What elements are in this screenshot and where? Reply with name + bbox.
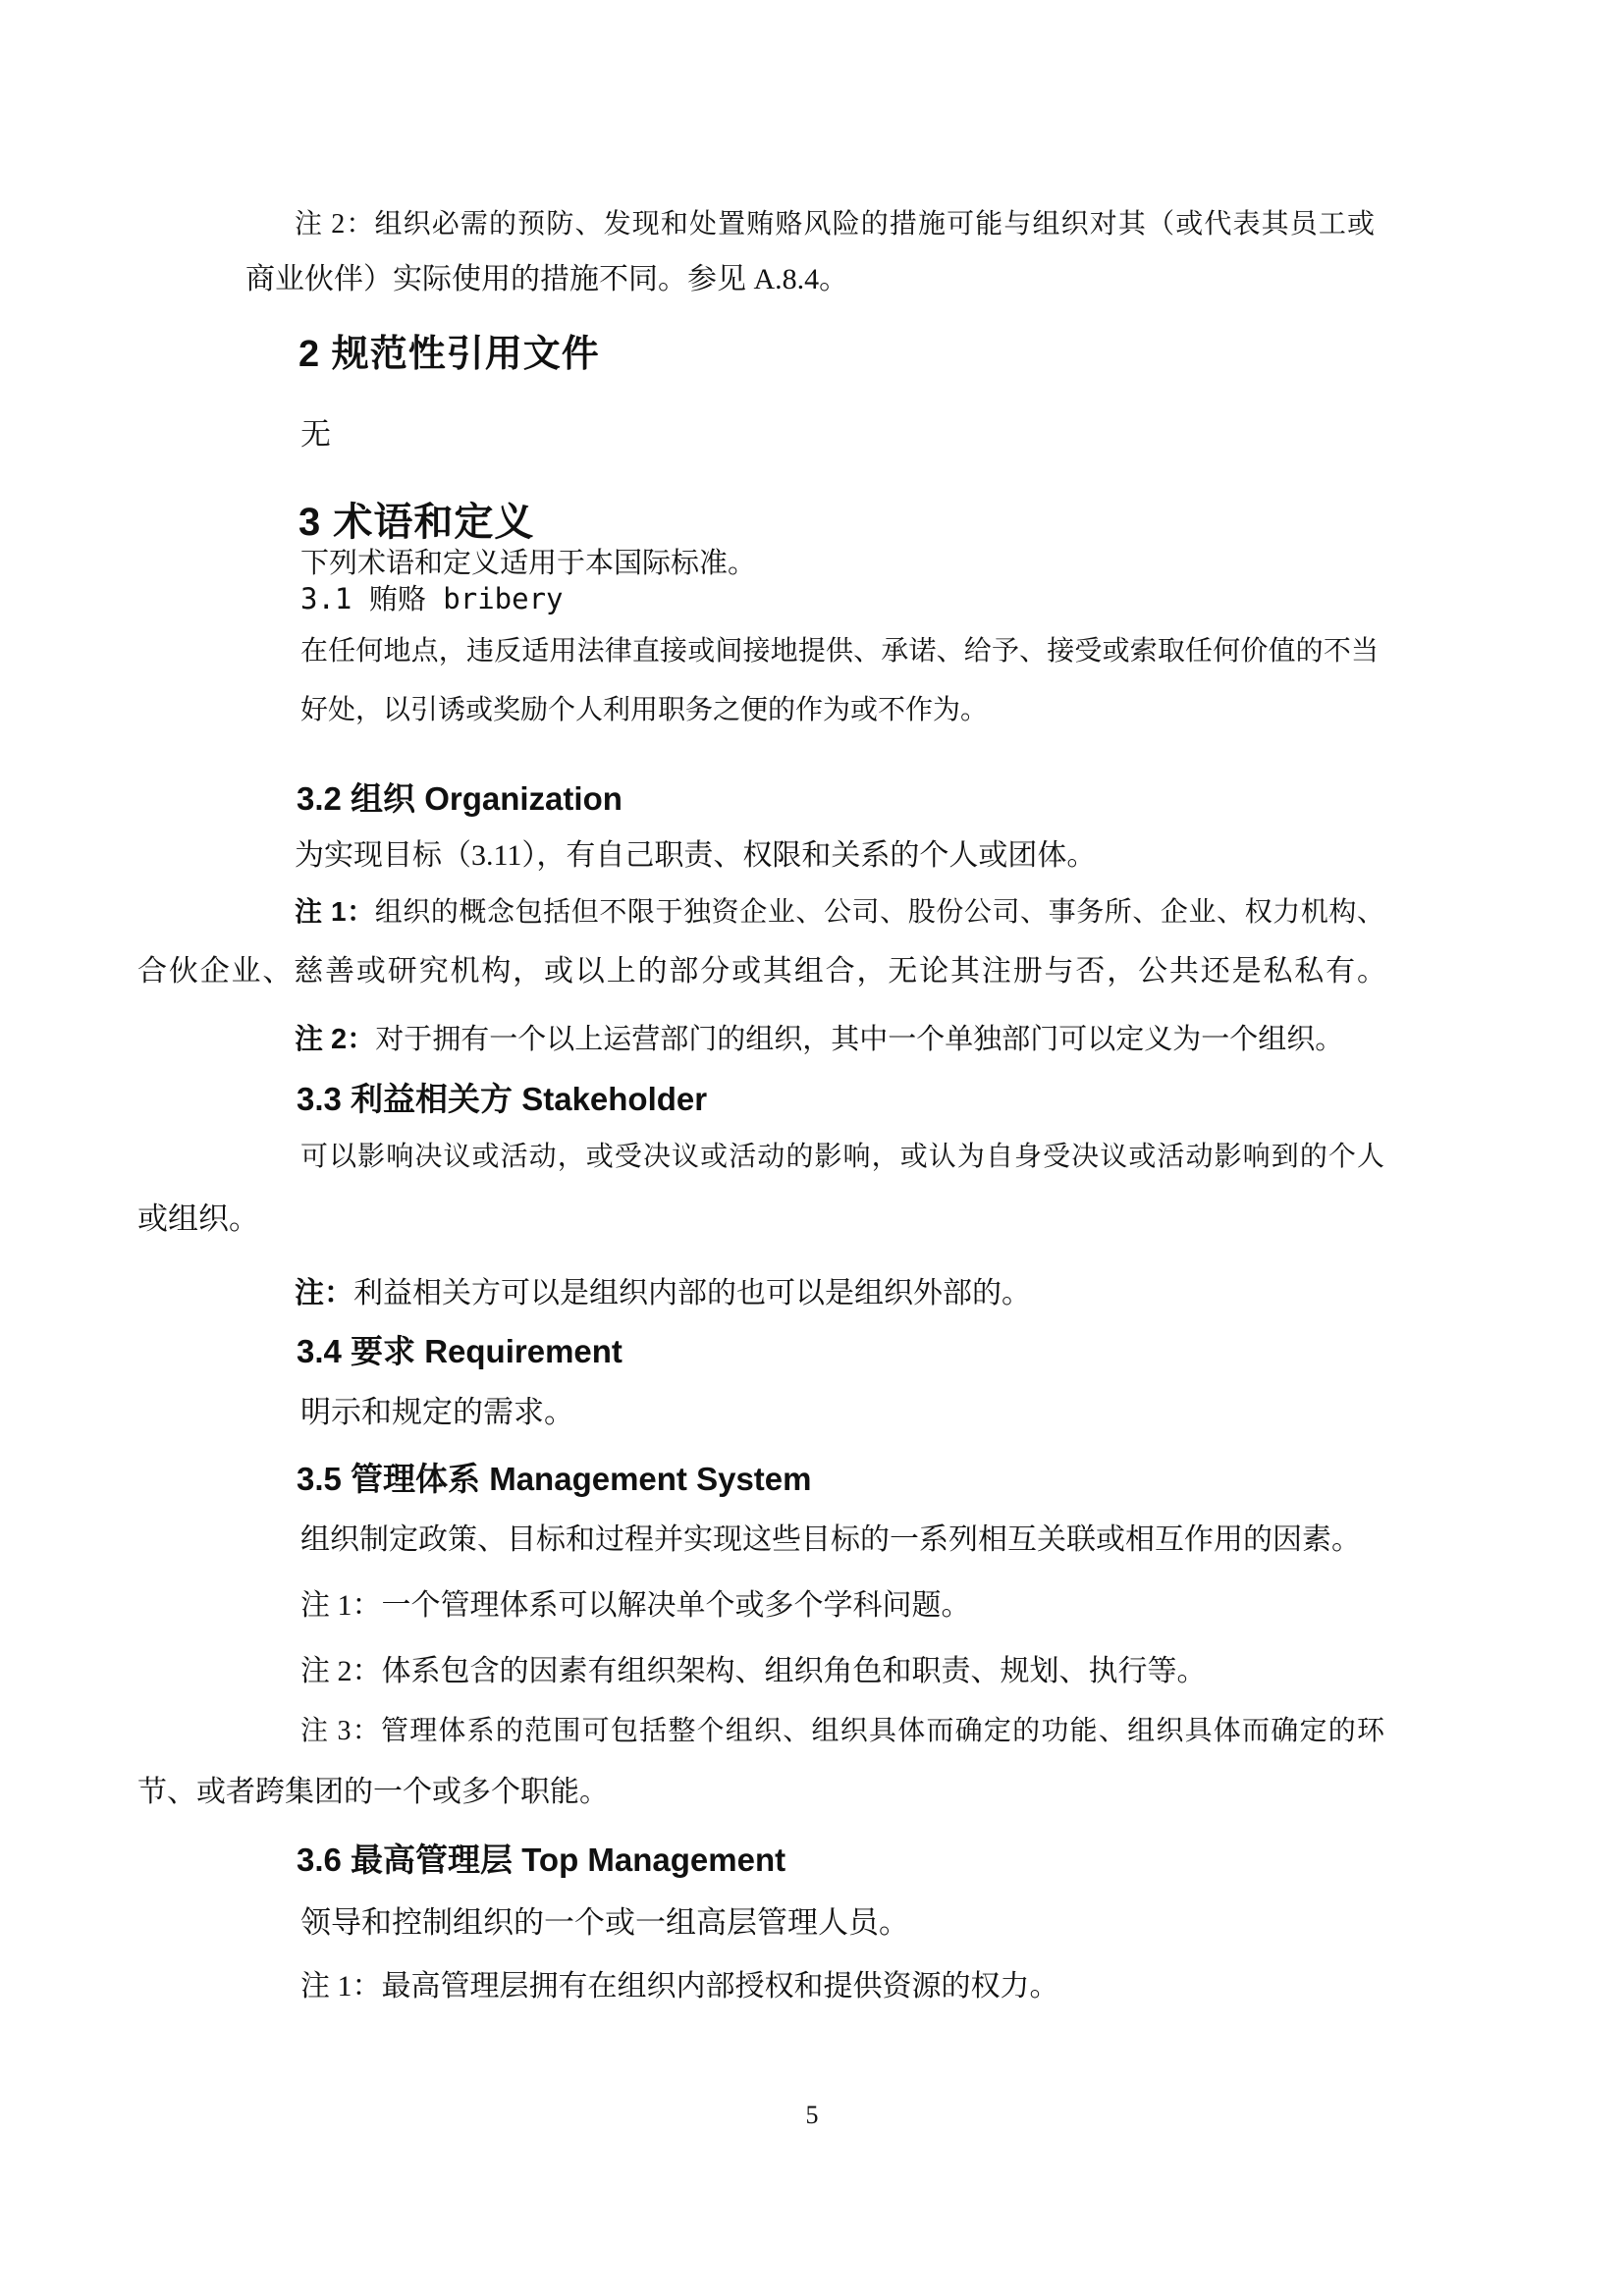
term-3-6-title (297, 1840, 785, 1880)
term-3-5-def-text: 组织制定政策、目标和过程并实现这些目标的一系列相互关联或相互作用的因素。 (300, 1523, 1361, 1556)
term-3-5-note2-prefix: 注 2： (300, 1655, 382, 1687)
term-3-2-note1-line1-prefix: 注 1： (295, 896, 375, 927)
term-3-5-def (300, 1522, 1361, 1559)
section-2-heading-text: 2 规范性引用文件 (298, 334, 600, 375)
section-3-heading-text: 3 术语和定义 (298, 501, 535, 544)
note-a84-line2 (245, 261, 848, 298)
term-3-3-note-prefix: 注： (295, 1277, 353, 1309)
note-a84-line1-prefix: 注 2： (295, 209, 375, 240)
term-3-6-note1-text: 最高管理层拥有在组织内部授权和提供资源的权力。 (381, 1970, 1059, 2002)
term-3-2-note2-prefix: 注 2： (295, 1024, 376, 1055)
term-3-3-note (295, 1275, 1031, 1312)
term-3-5-note2 (300, 1653, 1207, 1690)
term-3-1-def-line1-text: 在任何地点，违反适用法律直接或间接地提供、承诺、给予、接受或索取任何价值的不当 (300, 636, 1379, 667)
term-3-1-def-line1 (300, 634, 1379, 671)
term-3-2-note1-line2-text: 合伙企业、慈善或研究机构，或以上的部分或其组合，无论其注册与否，公共还是私私有。 (137, 955, 1386, 988)
term-3-2-def (295, 837, 1096, 875)
section-3-heading (298, 498, 534, 547)
term-3-2-title-text: 3.2 组织 Organization (297, 780, 623, 817)
term-3-4-title-text: 3.4 要求 Requirement (297, 1333, 623, 1369)
term-3-6-title-text: 3.6 最高管理层 Top Management (297, 1842, 786, 1878)
note-a84-line1-text: 组织必需的预防、发现和处置贿赂风险的措施可能与组织对其（或代表其员工或 (374, 209, 1375, 240)
term-3-6-def-text: 领导和控制组织的一个或一组高层管理人员。 (300, 1905, 909, 1940)
term-3-3-note-text: 利益相关方可以是组织内部的也可以是组织外部的。 (353, 1277, 1031, 1309)
term-3-5-note1-text: 一个管理体系可以解决单个或多个学科问题。 (381, 1589, 971, 1622)
term-3-5-title-text: 3.5 管理体系 Management System (297, 1461, 812, 1497)
term-3-4-def (300, 1394, 574, 1432)
term-3-3-def-line1 (300, 1140, 1384, 1177)
term-3-5-title (297, 1459, 812, 1499)
term-3-3-def-line1-text: 可以影响决议或活动，或受决议或活动的影响，或认为自身受决议或活动影响到的个人 (300, 1142, 1384, 1172)
terms-intro-text: 下列术语和定义适用于本国际标准。 (300, 548, 757, 579)
term-3-5-note3-line1 (300, 1714, 1384, 1751)
term-3-6-note1-prefix: 注 1： (300, 1970, 382, 2002)
note-a84-line1 (295, 207, 1375, 244)
term-3-1-def-line2-text: 好处，以引诱或奖励个人利用职务之便的作为或不作为。 (300, 695, 989, 725)
page-number: 5 (805, 2101, 819, 2129)
section-2-body-none-text: 无 (300, 417, 331, 452)
term-3-6-note1 (300, 1968, 1059, 2005)
term-3-1-title-text: 3.1 贿赂 bribery (300, 582, 564, 615)
term-3-2-note2-text: 对于拥有一个以上运营部门的组织，其中一个单独部门可以定义为一个组织。 (375, 1024, 1344, 1055)
term-3-5-note3-line1-text: 管理体系的范围可包括整个组织、组织具体而确定的功能、组织具体而确定的环 (380, 1716, 1384, 1746)
term-3-2-title (297, 778, 623, 819)
section-2-heading (298, 332, 600, 379)
term-3-5-note2-text: 体系包含的因素有组织架构、组织角色和职责、规划、执行等。 (381, 1655, 1207, 1687)
term-3-4-def-text: 明示和规定的需求。 (300, 1395, 574, 1429)
note-a84-line2-text: 商业伙伴）实际使用的措施不同。参见 A.8.4。 (245, 263, 849, 295)
term-3-2-note2 (295, 1022, 1343, 1057)
term-3-1-def-line2 (300, 693, 988, 727)
term-3-3-title-text: 3.3 利益相关方 Stakeholder (297, 1081, 708, 1117)
term-3-5-note1 (300, 1587, 971, 1625)
term-3-4-title (297, 1331, 623, 1371)
term-3-1-title (300, 581, 564, 616)
term-3-2-def-text: 为实现目标（3.11），有自己职责、权限和关系的个人或团体。 (295, 839, 1097, 872)
term-3-6-def (300, 1904, 909, 1943)
term-3-2-note1-line1 (295, 894, 1384, 932)
term-3-5-note3-line2 (137, 1774, 609, 1811)
term-3-3-title (297, 1079, 707, 1119)
term-3-5-note3-line2-text: 节、或者跨集团的一个或多个职能。 (137, 1776, 609, 1808)
term-3-5-note3-line1-prefix: 注 3： (300, 1716, 381, 1746)
term-3-5-note1-prefix: 注 1： (300, 1589, 382, 1622)
term-3-3-def-line2 (137, 1201, 259, 1239)
section-2-body-none (300, 416, 331, 454)
terms-intro (300, 546, 756, 581)
term-3-3-def-line2-text: 或组织。 (137, 1201, 259, 1236)
term-3-2-note1-line1-text: 组织的概念包括但不限于独资企业、公司、股份公司、事务所、企业、权力机构、 (374, 897, 1384, 928)
term-3-2-note1-line2 (137, 953, 1386, 993)
